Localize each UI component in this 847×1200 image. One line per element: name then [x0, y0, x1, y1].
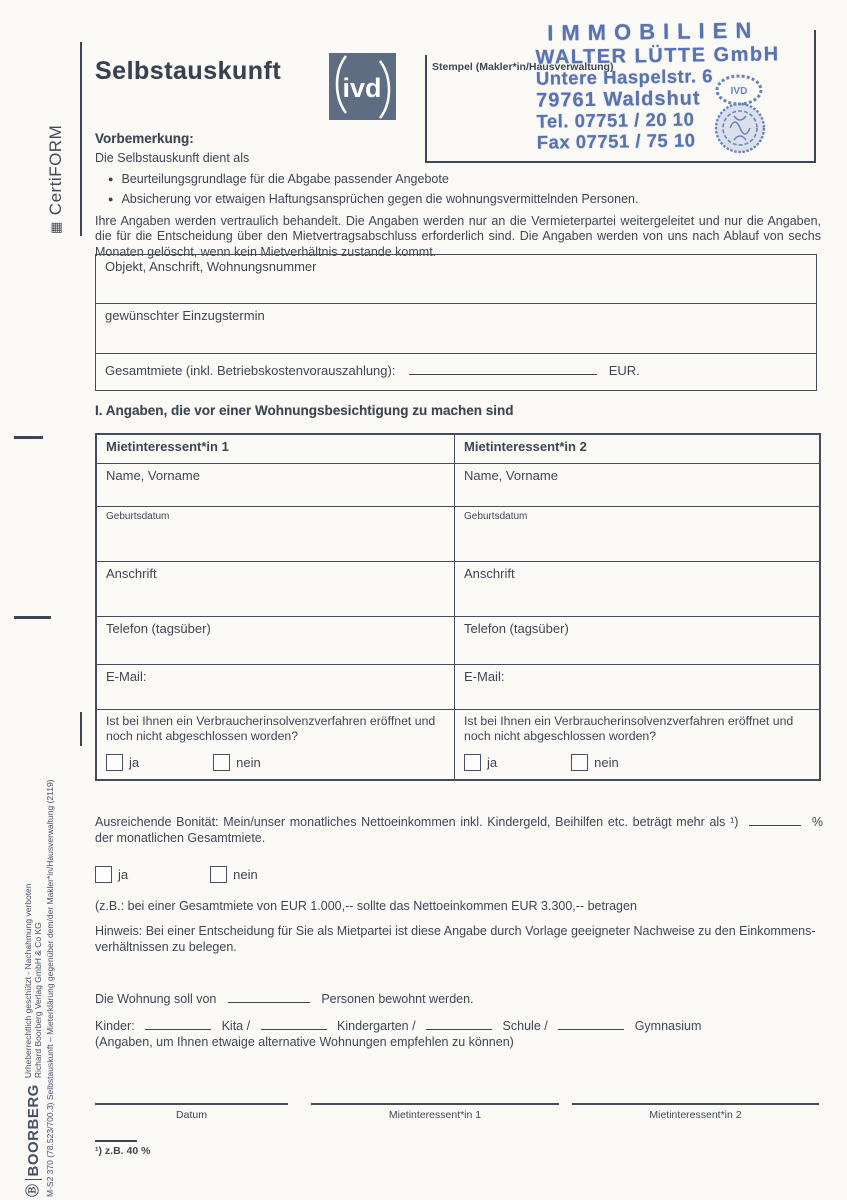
bonitaet-example: (z.B.: bei einer Gesamtmiete von EUR 1.000,-- sollte das Nettoeinkommen EUR 3.300,-- betragen [95, 899, 637, 913]
stamp-line-5: Tel. 07751 / 20 10 [536, 108, 695, 132]
boorberg-logo [25, 1084, 42, 1197]
income-percent-field[interactable] [749, 812, 801, 826]
occupancy-line [95, 989, 474, 1008]
vorbemerkung-bullet-1 [95, 172, 821, 187]
fold-mark-middle [14, 616, 51, 619]
total-rent-amount-field[interactable] [409, 361, 597, 375]
kindergarten-label: Kindergarten / [337, 1019, 416, 1033]
email-label: E-Mail: [464, 669, 505, 684]
bullet-1-text: Beurteilungsgrundlage für die Abgabe passender Angebote [121, 171, 449, 186]
stamp-line-6: Fax 07751 / 75 10 [536, 129, 696, 153]
bonitaet-intro: Ausreichende Bonität: Mein/unser monatliches Nettoeinkommen inkl. Kindergeld, Beihilfen etc. beträgt mehr als ¹) [95, 815, 739, 829]
insolvency-cell-applicant2 [455, 710, 819, 779]
signature-applicant1-field[interactable] [311, 1103, 559, 1121]
privacy-paragraph: Ihre Angaben werden vertraulich behandelt. Die Angaben werden nur an die Vermieterpartei weitergeleitet und nur die Angaben, die für die Entscheidung über den Mietvertragsabschluss erforderlich sind. Die Angaben werden von uns nach Ablauf von sechs Monaten gelöscht, wenn kein Mietverhältnis zustande kommt. [95, 213, 821, 259]
kinder-label: Kinder: [95, 1019, 135, 1033]
name-label: Name, Vorname [106, 468, 200, 483]
stamp-line-4: 79761 Waldshut [536, 87, 701, 112]
fold-mark-lower [80, 712, 82, 746]
bonitaet-hint: Hinweis: Bei einer Entscheidung für Sie als Mietpartei ist diese Angabe durch Vorlage geeigneter Nachweise zu den Einkommens-verhältnissen zu belegen. [95, 924, 816, 954]
kinder-line [95, 1016, 701, 1035]
birthdate-field-applicant2[interactable] [455, 507, 819, 562]
publisher-imprint [24, 685, 55, 1197]
birthdate-field-applicant1[interactable] [97, 507, 455, 562]
email-field-applicant1[interactable] [97, 665, 455, 710]
bonitaet-suffix: % der monatlichen Gesamtmiete. [95, 815, 823, 845]
gymnasium-label: Gymnasium [634, 1019, 702, 1033]
footnote-divider [95, 1140, 137, 1142]
copyright-line-2: Richard Boorberg Verlag GmbH & Co KG [32, 922, 43, 1079]
total-rent-unit: EUR. [608, 363, 640, 378]
vorbemerkung-intro: Die Selbstauskunft dient als [95, 151, 250, 165]
stamp-line-2: WALTER LÜTTE GmbH [535, 42, 780, 69]
certiform-grid-icon: ▦ [48, 221, 63, 234]
address-label: Anschrift [106, 566, 157, 581]
bullet-2-text: Absicherung vor etwaigen Haftungsansprüchen gegen die wohnungsvermittelnden Personen. [121, 191, 639, 206]
left-margin-rule [80, 42, 82, 236]
address-label: Anschrift [464, 566, 515, 581]
boorberg-wordmark: BOORBERG [25, 1084, 42, 1180]
insolvency-no-checkbox-applicant2[interactable] [571, 754, 588, 771]
phone-field-applicant1[interactable] [97, 617, 455, 665]
signature-date-field[interactable] [95, 1103, 288, 1121]
svg-text:IVD: IVD [730, 86, 748, 97]
applicant2-header: Mietinteressent*in 2 [455, 435, 819, 464]
svg-text:ivd: ivd [342, 73, 382, 103]
copyright-line-1: Urheberrechtlich geschützt - Nachahmung verboten [23, 883, 33, 1079]
phone-field-applicant2[interactable] [455, 617, 819, 665]
move-in-date-label: gewünschter Einzugstermin [105, 308, 265, 323]
address-field-applicant1[interactable] [97, 562, 455, 617]
signature-applicant2-label: Mietinteressent*in 2 [649, 1109, 742, 1121]
object-address-field[interactable] [96, 255, 816, 303]
total-rent-row [96, 353, 816, 390]
move-in-date-field[interactable] [96, 303, 816, 353]
no-label: nein [594, 754, 619, 770]
bonitaet-yes-checkbox[interactable] [95, 866, 112, 883]
occupancy-tail: Personen bewohnt werden. [321, 992, 474, 1006]
kinder-note: (Angaben, um Ihnen etwaige alternative Wohnungen empfehlen zu können) [95, 1035, 514, 1049]
stamp-line-3: Untere Haspelstr. 6 [535, 65, 714, 89]
no-label: nein [233, 867, 258, 882]
page-title: Selbstauskunft [95, 57, 282, 85]
applicant1-header: Mietinteressent*in 1 [97, 435, 455, 464]
yes-label: ja [129, 754, 140, 770]
gymnasium-count-field[interactable] [558, 1016, 624, 1030]
signature-applicant2-field[interactable] [572, 1103, 819, 1121]
footnote-text: ¹) z.B. 40 % [95, 1145, 151, 1157]
section1-heading: I. Angaben, die vor einer Wohnungsbesichtigung zu machen sind [95, 403, 514, 418]
yes-label: ja [118, 867, 129, 882]
no-label: nein [236, 754, 261, 770]
schule-count-field[interactable] [426, 1016, 492, 1030]
bonitaet-statement [95, 812, 823, 846]
bonitaet-no-checkbox[interactable] [210, 866, 227, 883]
total-rent-label: Gesamtmiete (inkl. Betriebskostenvorauszahlung): [105, 363, 396, 378]
signature-applicant1-label: Mietinteressent*in 1 [388, 1109, 482, 1121]
insolvency-question: Ist bei Ihnen ein Verbraucherinsolvenzverfahren eröffnet und noch nicht abgeschlossen worden? [106, 714, 436, 744]
applicants-table [95, 433, 821, 781]
name-field-applicant2[interactable] [455, 464, 819, 507]
vorbemerkung-heading: Vorbemerkung: [95, 131, 194, 146]
phone-label: Telefon (tagsüber) [106, 621, 211, 636]
birthdate-label: Geburtsdatum [106, 511, 170, 522]
boorberg-b-icon: Ⓑ [25, 1183, 41, 1197]
name-label: Name, Vorname [464, 468, 558, 483]
kita-count-field[interactable] [145, 1016, 211, 1030]
insolvency-question: Ist bei Ihnen ein Verbraucherinsolvenzverfahren eröffnet und noch nicht abgeschlossen worden? [464, 714, 794, 744]
stamp-line-1: IMMOBILIEN [547, 17, 760, 46]
bonitaet-answer-row [95, 866, 258, 883]
fold-mark-top [14, 436, 43, 439]
object-address-label: Objekt, Anschrift, Wohnungsnummer [105, 259, 317, 274]
persons-count-field[interactable] [228, 989, 310, 1003]
insolvency-yes-checkbox-applicant1[interactable] [106, 754, 123, 771]
signature-date-label: Datum [176, 1109, 207, 1121]
name-field-applicant1[interactable] [97, 464, 455, 507]
vorbemerkung-section [95, 131, 821, 260]
certiform-label: CertiFORM [46, 124, 65, 216]
insolvency-cell-applicant1 [97, 710, 455, 779]
bullet-icon: ● [108, 173, 114, 184]
insolvency-no-checkbox-applicant1[interactable] [213, 754, 230, 771]
stamp-area-label: Stempel (Makler*in/Hausverwaltung) [432, 61, 614, 73]
address-field-applicant2[interactable] [455, 562, 819, 617]
form-code: M-S2 370 (78.523/700.3) Selbstauskunft – Mieterklärung gegenüber dem/der Makler*in/Hausverwaltung (2119) [44, 779, 55, 1197]
phone-label: Telefon (tagsüber) [464, 621, 569, 636]
email-label: E-Mail: [106, 669, 147, 684]
email-field-applicant2[interactable] [455, 665, 819, 710]
bullet-icon: ● [108, 193, 114, 204]
kita-label: Kita / [221, 1019, 251, 1033]
vorbemerkung-bullet-2 [95, 192, 821, 207]
kindergarten-count-field[interactable] [261, 1016, 327, 1030]
schule-label: Schule / [502, 1019, 548, 1033]
yes-label: ja [487, 754, 498, 770]
birthdate-label: Geburtsdatum [464, 511, 528, 522]
object-box [95, 254, 817, 391]
certiform-logo [46, 125, 66, 234]
insolvency-yes-checkbox-applicant2[interactable] [464, 754, 481, 771]
ivd-logo [329, 53, 396, 120]
occupancy-lead: Die Wohnung soll von [95, 992, 217, 1006]
